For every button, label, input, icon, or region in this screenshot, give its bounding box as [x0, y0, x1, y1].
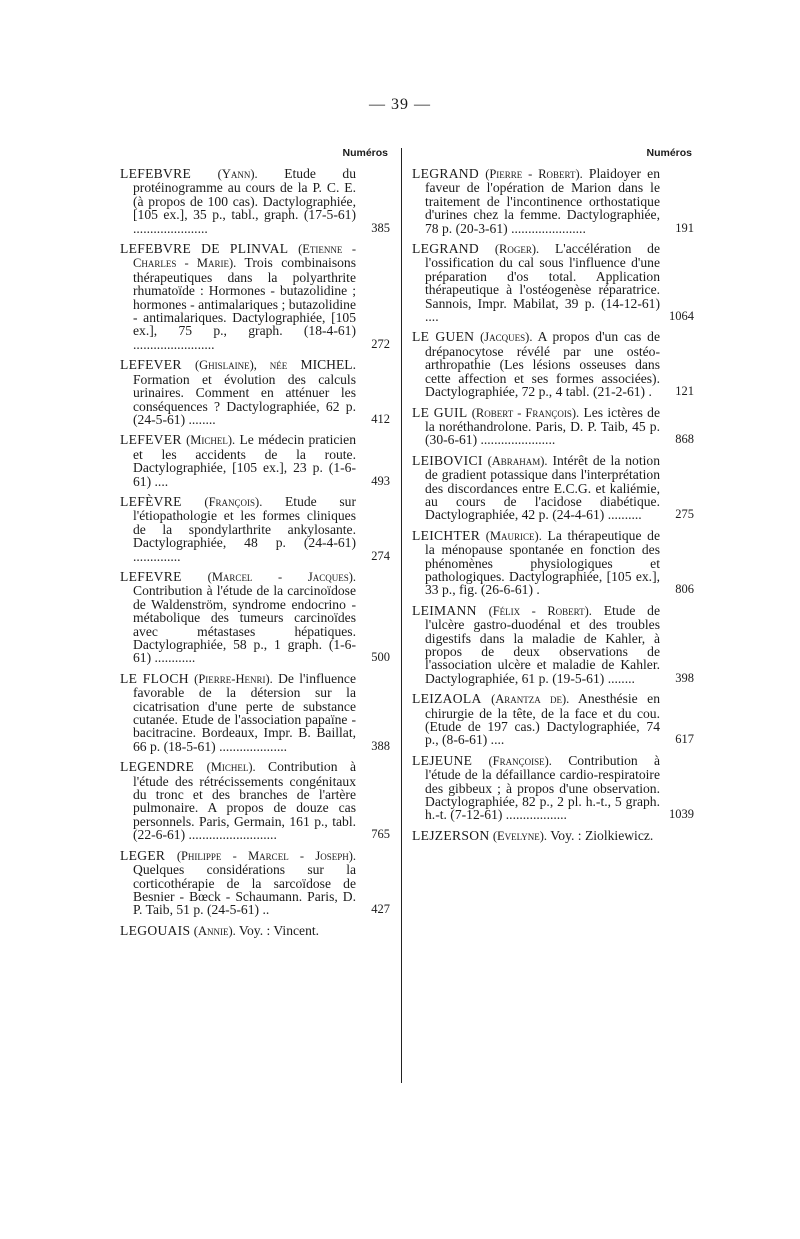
- author-name: LEFEBVRE: [120, 166, 192, 181]
- bibliography-entry: [120, 495, 390, 563]
- entry-description: Contribution à l'étude de la défaillance cardio-respiratoire des gibbeux ; à propos d'une observation. Dactylographiée, 82 p., 2 pl. h.-t., 5 graph. h.-t. (7-12-61) ..................: [425, 752, 660, 823]
- entry-description: Anesthésie en chirurgie de la tête, de la face et du cou. (Etude de 197 cas.) Dactylographiée, 74 p., (8-6-61) ....: [425, 691, 660, 748]
- author-name: LEGOUAIS: [120, 922, 191, 938]
- bibliography-entry: [120, 570, 390, 665]
- entry-description: L'accélération de l'ossification du cal sous l'influence d'une préparation d'os total. Application thérapeutique à l'ostéogenèse réparatrice. Sannois, Impr. Mabilat, 39 p. (14-12-61) ....: [425, 241, 661, 325]
- entry-number: 272: [371, 336, 390, 351]
- entry-number: 191: [675, 220, 694, 235]
- column-divider: [401, 148, 402, 1083]
- author-name: LEFEVER: [120, 357, 182, 373]
- entry-number: 427: [371, 902, 390, 917]
- author-name: LEICHTER: [412, 527, 481, 543]
- bibliography-entry: [120, 358, 390, 426]
- given-name: (Annie).: [193, 923, 236, 938]
- given-name: (Abraham).: [487, 453, 548, 468]
- entry-description: A propos d'un cas de drépanocytose révélé par une ostéo-arthropathie (Les lésions osseuses dans cette affection et ses formes associées). Dactylographiée, 72 p., 4 tabl. (21-2-61) .: [425, 329, 660, 400]
- given-name: (Jacques).: [480, 330, 533, 345]
- entry-description: Intérêt de la notion de gradient potassique dans l'interprétation des discordances entre E.C.G. et kaliémie, au cours de l'acidose diabétique. Dactylographiée, 42 p. (24-4-61) ..........: [425, 452, 660, 523]
- author-name: LEGER: [120, 847, 166, 863]
- entry-description: Etude de l'ulcère gastro-duodénal et des troubles digestifs dans la maladie de Kahler, à propos de deux observations de l'association ulcère et maladie de Kahler. Dactylographiée, 61 p. (19-5-61) ........: [425, 602, 661, 686]
- bibliography-entry: [412, 242, 694, 323]
- entry-number: 385: [371, 220, 390, 235]
- given-name: (Pierre-Henri).: [194, 671, 273, 686]
- author-name: LEGRAND: [412, 166, 480, 181]
- entry-description: De l'influence favorable de la détersion sur la cicatrisation d'une perte de substance cutanée. Etude de l'association papaïne - bacitracine. Bordeaux, Impr. B. Baillat, 66 p. (18-5-61) ....................: [133, 670, 356, 754]
- bibliography-entry: [412, 692, 694, 747]
- author-name: LEGENDRE: [120, 759, 195, 775]
- entry-description: Les ictères de la noréthandrolone. Paris, D. P. Taib, 45 p. (30-6-61) ......................: [425, 404, 660, 448]
- given-name: (Pierre - Robert).: [485, 167, 583, 181]
- given-name: (Roger).: [494, 242, 540, 257]
- entry-description: Voy. : Ziolkiewicz.: [550, 827, 654, 843]
- bibliography-entry: [120, 849, 390, 917]
- entry-number: 1064: [669, 309, 694, 324]
- author-name: LEFEVRE: [120, 568, 182, 584]
- bibliography-entry: [412, 330, 694, 398]
- entry-number: 765: [371, 827, 390, 842]
- author-name: LEGRAND: [412, 241, 480, 257]
- author-name: LE GUEN: [412, 329, 475, 345]
- bibliography-entry: [120, 760, 390, 841]
- author-name: LEJEUNE: [412, 752, 473, 768]
- entry-number: 275: [675, 507, 694, 522]
- given-name: (Michel).: [206, 760, 256, 775]
- entry-description: Le médecin praticien et les accidents de la route. Dactylographiée, [105 ex.], 23 p. (1-6-61) ....: [133, 432, 356, 489]
- given-name: (Evelyne).: [492, 828, 548, 843]
- entry-number: 274: [371, 548, 390, 563]
- entry-number: 500: [371, 650, 390, 665]
- bibliography-entry: [412, 167, 694, 235]
- entry-description: Contribution à l'étude des rétrécissements congénitaux du tronc et des branches de l'artère pulmonaire. A propos de douze cas personnels. Paris, Germain, 161 p., tabl. (22-6-61) ..........................: [133, 759, 356, 843]
- entry-description: MICHEL. Formation et évolution des calculs urinaires. Comment en atténuer les conséquences ? Dactylographiée, 62 p. (24-5-61) ........: [133, 357, 356, 427]
- author-name: LE FLOCH: [120, 670, 189, 686]
- given-name: (François).: [204, 494, 263, 509]
- entry-list: [120, 167, 390, 938]
- author-name: LEFEVER: [120, 432, 182, 448]
- given-name: (Maurice).: [485, 528, 542, 543]
- page-number: — 39 —: [369, 96, 431, 113]
- entry-number: 398: [675, 670, 694, 685]
- entry-number: 868: [675, 432, 694, 447]
- entry-description: Etude du protéinogramme au cours de la P. C. E. (à propos de 100 cas). Dactylographiée, [105 ex.], 35 p., tabl., graph. (17-5-61) ......................: [133, 166, 357, 236]
- given-name: (Félix - Robert).: [488, 603, 592, 618]
- author-name: LEIBOVICI: [412, 452, 483, 468]
- given-name: (Marcel - Jacques).: [207, 569, 356, 584]
- bibliography-entry: [120, 242, 390, 351]
- given-name: (Robert - François).: [471, 405, 580, 420]
- bibliography-entry: [412, 406, 694, 447]
- author-name: LEFÈVRE: [120, 493, 182, 509]
- bibliography-entry: [120, 167, 390, 235]
- entry-description: La thérapeutique de la ménopause spontanée en fonction des phénomènes physiologiques et pathologiques. Dactylographiée, [105 ex.], 33 p., fig. (26-6-61) .: [425, 527, 660, 598]
- bibliography-entry: [412, 529, 694, 597]
- author-name: LEIZAOLA: [412, 691, 482, 707]
- author-name: LE GUIL: [412, 404, 468, 420]
- given-name: (Ghislaine), née: [194, 358, 288, 373]
- entry-number: 806: [675, 582, 694, 597]
- bibliography-entry: [412, 454, 694, 522]
- bibliography-entry: [412, 754, 694, 822]
- bibliography-entry: [120, 924, 390, 938]
- entry-number: 1039: [669, 807, 694, 822]
- bibliography-entry: [120, 433, 390, 488]
- author-name: LEJZERSON: [412, 827, 490, 843]
- given-name: (Etienne - Charles - Marie).: [133, 242, 356, 271]
- column-header: Numéros: [646, 147, 692, 159]
- entry-number: 121: [675, 384, 694, 399]
- given-name: (Michel).: [186, 433, 236, 448]
- author-name: LEFEBVRE DE PLINVAL: [120, 241, 289, 257]
- bibliography-entry: [412, 604, 694, 685]
- given-name: (Françoise).: [488, 753, 552, 768]
- entry-description: Voy. : Vincent.: [238, 922, 320, 938]
- given-name: (Arantza de).: [491, 692, 570, 707]
- entry-description: Etude sur l'étiopathologie et les formes cliniques de la spondylarthrite ankylosante. Dactylographiée, 48 p. (24-4-61) ..............: [133, 493, 356, 564]
- entry-number: 412: [371, 411, 390, 426]
- entry-description: Trois combinaisons thérapeutiques dans la polyarthrite rhumatoïde : Hormones - butazolidine ; hormones - antimalariques ; butazolidine - antimalariques. Dactylographiée, [105 ex.], 75 p., graph. (18-4-61) ........................: [133, 255, 356, 352]
- given-name: (Yann).: [217, 167, 258, 181]
- entry-number: 617: [675, 732, 694, 747]
- entry-description: Plaidoyer en faveur de l'opération de Marion dans le traitement de l'incontinence orthostatique d'urines chez la femme. Dactylographiée, 78 p. (20-3-61) ......................: [425, 166, 660, 236]
- column-header: Numéros: [342, 147, 388, 159]
- bibliography-entry: [120, 672, 390, 753]
- entry-list: [412, 167, 694, 843]
- entry-number: 388: [371, 738, 390, 753]
- right-column: [412, 147, 694, 850]
- entry-description: Quelques considérations sur la corticothérapie de la sarcoïdose de Besnier - Bœck - Schaumann. Paris, D. P. Taib, 51 p. (24-5-61) ..: [133, 862, 356, 918]
- bibliography-entry: [412, 829, 694, 843]
- author-name: LEIMANN: [412, 602, 477, 618]
- given-name: (Philippe - Marcel - Joseph).: [176, 848, 356, 863]
- left-column: [120, 147, 390, 945]
- entry-description: Contribution à l'étude de la carcinoïdose de Waldenström, syndrome endocrino - métabolique des tumeurs carcinoïdes avec métastases hépatiques. Dactylographiée, 58 p., 1 graph. (1-6-61) ............: [133, 583, 356, 666]
- entry-number: 493: [371, 473, 390, 488]
